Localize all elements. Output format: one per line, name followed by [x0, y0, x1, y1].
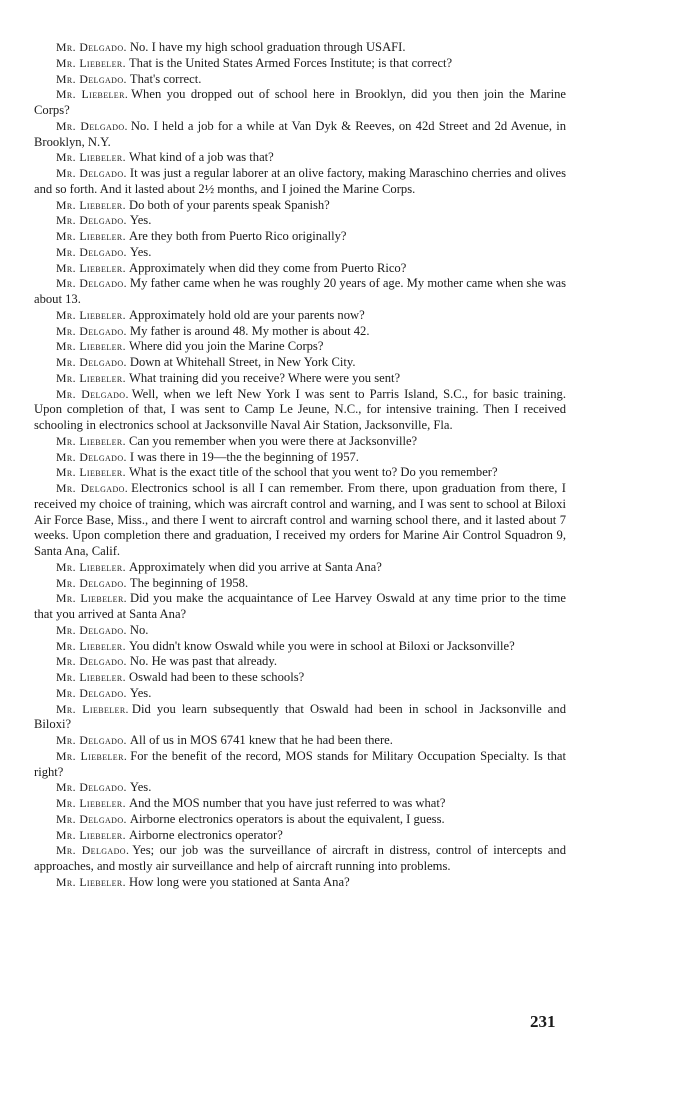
testimony-paragraph	[34, 702, 566, 734]
testimony-text: That is the United States Armed Forces Institute; is that correct?	[128, 55, 453, 70]
testimony-paragraph	[34, 560, 566, 576]
speaker-name: Mr. Delgado.	[56, 386, 129, 401]
testimony-paragraph	[34, 749, 566, 781]
speaker-name: Mr. Delgado.	[56, 449, 127, 464]
speaker-name: Mr. Liebeler.	[56, 748, 128, 763]
testimony-text: Approximately when did they come from Puerto Rico?	[128, 260, 407, 275]
speaker-name: Mr. Liebeler.	[56, 150, 126, 165]
testimony-text: No. I have my high school graduation through USAFI.	[129, 40, 406, 54]
testimony-text: Do both of your parents speak Spanish?	[128, 197, 330, 212]
testimony-paragraph	[34, 308, 566, 324]
testimony-text: Yes; our job was the surveillance of aircraft in distress, control of intercepts and approaches, and mostly air surveillance and help of aircraft running into problems.	[34, 843, 567, 873]
speaker-name: Mr. Liebeler.	[56, 87, 129, 102]
testimony-text: Oswald had been to these schools?	[128, 670, 305, 684]
testimony-paragraph	[34, 56, 566, 72]
testimony-paragraph	[34, 450, 566, 466]
testimony-text: What kind of a job was that?	[128, 150, 274, 165]
testimony-text: It was just a regular laborer at an olive factory, making Maraschino cherries and olives and so forth. And it lasted about 2½ months, and I joined the Marine Corps.	[34, 166, 566, 196]
speaker-name: Mr. Liebeler.	[56, 874, 126, 889]
testimony-paragraph	[34, 276, 566, 308]
testimony-paragraph	[34, 355, 566, 371]
testimony-paragraph	[34, 670, 566, 686]
testimony-text: That's correct.	[129, 71, 202, 86]
speaker-name: Mr. Liebeler.	[56, 260, 126, 275]
testimony-paragraph	[34, 733, 566, 749]
speaker-name: Mr. Delgado.	[56, 654, 127, 669]
testimony-text: When you dropped out of school here in Brooklyn, did you then join the Marine Corps?	[34, 87, 566, 117]
speaker-name: Mr. Liebeler.	[56, 197, 126, 212]
speaker-name: Mr. Delgado.	[56, 733, 127, 747]
testimony-paragraph	[34, 623, 566, 639]
testimony-paragraph	[34, 465, 566, 481]
speaker-name: Mr. Liebeler.	[56, 827, 126, 842]
testimony-paragraph	[34, 481, 566, 560]
speaker-name: Mr. Delgado.	[56, 355, 127, 369]
speaker-name: Mr. Liebeler.	[56, 559, 126, 574]
testimony-text: Did you learn subsequently that Oswald had been in school in Jacksonville and Biloxi?	[34, 701, 566, 732]
testimony-text: No. I held a job for a while at Van Dyk & Reeves, on 42d Street and 2d Avenue, in Brooklyn, N.Y.	[34, 118, 567, 149]
testimony-text: What training did you receive? Where were you sent?	[128, 370, 401, 385]
speaker-name: Mr. Liebeler.	[56, 591, 128, 606]
testimony-text: The beginning of 1958.	[129, 575, 249, 590]
testimony-paragraph	[34, 213, 566, 229]
testimony-text: Approximately when did you arrive at Santa Ana?	[128, 559, 382, 574]
speaker-name: Mr. Delgado.	[56, 843, 130, 858]
testimony-paragraph	[34, 198, 566, 214]
speaker-name: Mr. Liebeler.	[56, 701, 129, 716]
testimony-text: My father is around 48. My mother is about 42.	[129, 323, 370, 338]
speaker-name: Mr. Liebeler.	[56, 307, 126, 322]
speaker-name: Mr. Delgado.	[56, 323, 127, 338]
speaker-name: Mr. Liebeler.	[56, 465, 126, 480]
speaker-name: Mr. Liebeler.	[56, 370, 126, 385]
speaker-name: Mr. Liebeler.	[56, 229, 126, 243]
testimony-text: Approximately hold old are your parents now?	[128, 307, 365, 322]
speaker-name: Mr. Delgado.	[56, 780, 127, 795]
testimony-text: Did you make the acquaintance of Lee Harvey Oswald at any time prior to the time that you arrived at Santa Ana?	[34, 591, 566, 621]
testimony-text: I was there in 19—the the beginning of 1957.	[129, 449, 359, 464]
testimony-text: Airborne electronics operators is about the equivalent, I guess.	[129, 811, 445, 826]
testimony-paragraph	[34, 72, 566, 88]
testimony-paragraph	[34, 591, 566, 623]
testimony-text: What is the exact title of the school that you went to? Do you remember?	[128, 465, 498, 480]
testimony-text: No.	[129, 622, 149, 637]
speaker-name: Mr. Liebeler.	[56, 55, 126, 70]
speaker-name: Mr. Delgado.	[56, 481, 129, 495]
speaker-name: Mr. Delgado.	[56, 811, 127, 826]
testimony-text: No. He was past that already.	[129, 654, 277, 669]
testimony-paragraph	[34, 150, 566, 166]
speaker-name: Mr. Liebeler.	[56, 638, 126, 653]
page-number: 231	[530, 1012, 556, 1031]
testimony-paragraph	[34, 261, 566, 277]
testimony-paragraph	[34, 40, 566, 56]
testimony-text: You didn't know Oswald while you were in school at Biloxi or Jacksonville?	[128, 638, 515, 653]
testimony-paragraph	[34, 828, 566, 844]
testimony-paragraph	[34, 434, 566, 450]
transcript-body	[34, 40, 566, 891]
testimony-paragraph	[34, 339, 566, 355]
testimony-paragraph	[34, 654, 566, 670]
speaker-name: Mr. Liebeler.	[56, 670, 126, 684]
testimony-paragraph	[34, 324, 566, 340]
testimony-text: Airborne electronics operator?	[128, 827, 283, 842]
testimony-paragraph	[34, 245, 566, 261]
speaker-name: Mr. Delgado.	[56, 71, 127, 86]
speaker-name: Mr. Liebeler.	[56, 433, 126, 448]
testimony-paragraph	[34, 371, 566, 387]
testimony-text: Yes.	[129, 213, 152, 228]
speaker-name: Mr. Delgado.	[56, 244, 127, 259]
testimony-text: Well, when we left New York I was sent to Parris Island, S.C., for basic training. Upon completion of that, I was sent to Camp Le Jeune, N.C., for intensive training. Then I received schooling in electronics school at Jacksonville Naval Air Station, Jacksonville, Fla.	[34, 386, 566, 432]
speaker-name: Mr. Liebeler.	[56, 339, 126, 354]
speaker-name: Mr. Delgado.	[56, 685, 127, 700]
speaker-name: Mr. Delgado.	[56, 575, 127, 590]
speaker-name: Mr. Delgado.	[56, 166, 127, 180]
speaker-name: Mr. Liebeler.	[56, 796, 126, 810]
speaker-name: Mr. Delgado.	[56, 276, 127, 291]
testimony-paragraph	[34, 686, 566, 702]
testimony-paragraph	[34, 229, 566, 245]
testimony-text: Can you remember when you were there at Jacksonville?	[128, 433, 418, 448]
testimony-text: Are they both from Puerto Rico originally?	[128, 229, 347, 243]
speaker-name: Mr. Delgado.	[56, 213, 127, 228]
testimony-text: Yes.	[129, 685, 152, 700]
testimony-text: Yes.	[129, 780, 152, 795]
testimony-text: And the MOS number that you have just referred to was what?	[128, 796, 446, 810]
testimony-paragraph	[34, 387, 566, 434]
testimony-paragraph	[34, 166, 566, 198]
testimony-paragraph	[34, 796, 566, 812]
testimony-paragraph	[34, 87, 566, 119]
testimony-text: For the benefit of the record, MOS stands for Military Occupation Specialty. Is that right?	[34, 748, 566, 779]
testimony-text: My father came when he was roughly 20 years of age. My mother came when she was about 13.	[34, 276, 567, 306]
speaker-name: Mr. Delgado.	[56, 40, 127, 54]
testimony-text: Down at Whitehall Street, in New York City.	[129, 355, 356, 369]
testimony-paragraph	[34, 812, 566, 828]
speaker-name: Mr. Delgado.	[56, 118, 128, 133]
speaker-name: Mr. Delgado.	[56, 622, 127, 637]
testimony-text: Yes.	[129, 244, 152, 259]
testimony-paragraph	[34, 119, 566, 151]
testimony-text: Electronics school is all I can remember. From there, upon graduation from there, I received my choice of training, which was aircraft control and warning, and I was sent to school at Biloxi Air Force Base, Miss., and there I went to aircraft control and warning school there, and it lasted about 7 weeks. Upon completion there and graduation, I received my orders for Marine Air Control Squadron 9, Santa Ana, Calif.	[34, 481, 566, 558]
testimony-text: All of us in MOS 6741 knew that he had been there.	[129, 733, 393, 747]
testimony-text: Where did you join the Marine Corps?	[128, 339, 324, 354]
testimony-paragraph	[34, 780, 566, 796]
testimony-paragraph	[34, 576, 566, 592]
testimony-paragraph	[34, 875, 566, 891]
testimony-paragraph	[34, 639, 566, 655]
testimony-paragraph	[34, 843, 566, 875]
testimony-text: How long were you stationed at Santa Ana?	[128, 874, 350, 889]
